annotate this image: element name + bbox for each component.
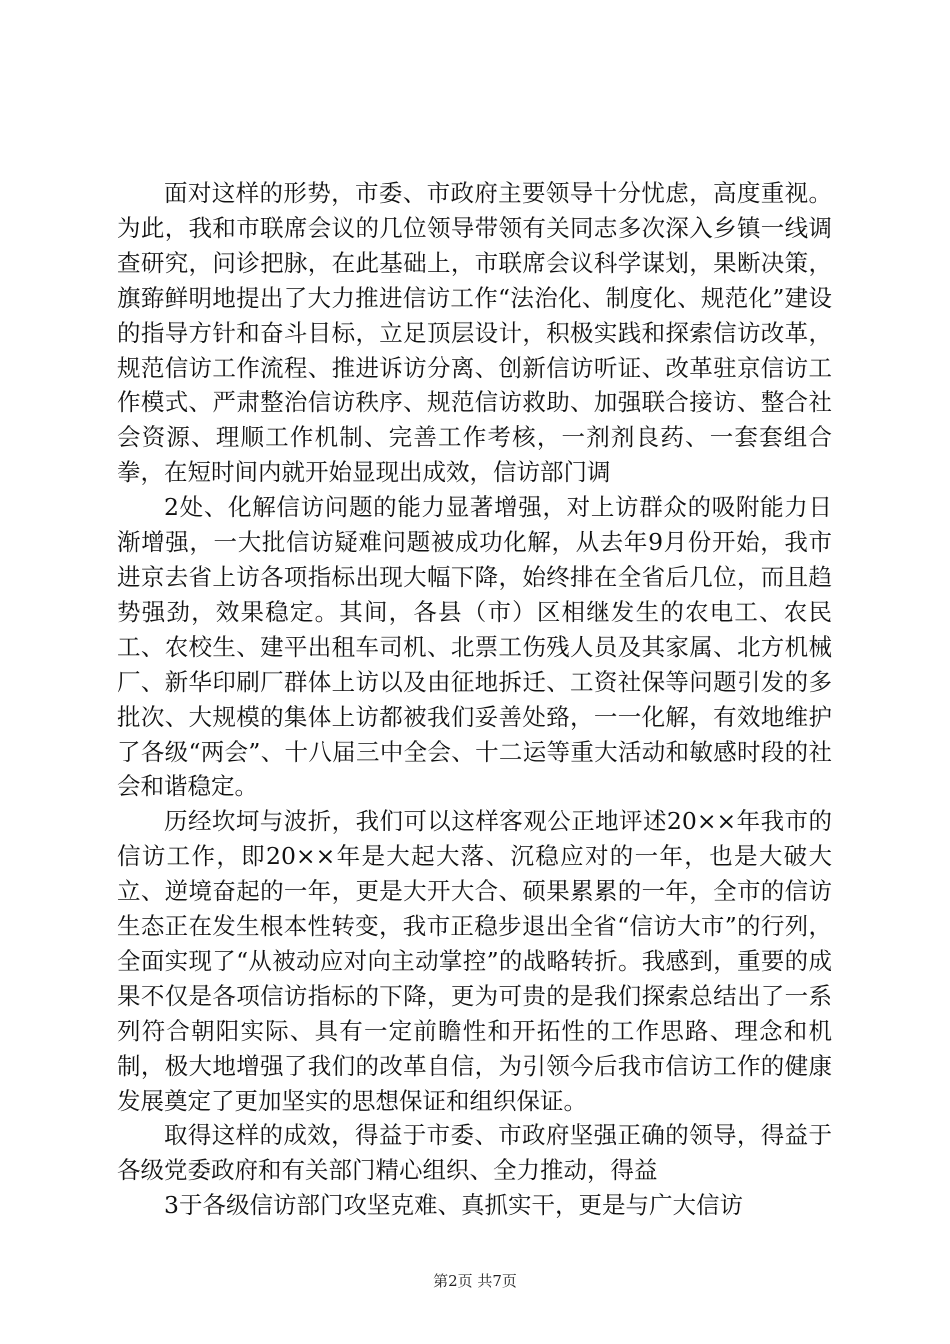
paragraph: 2处、化解信访问题的能力显著增强，对上访群众的吸附能力日渐增强，一大批信访疑难问题被成功化解，从去年9月份开始，我市进京去省上访各项指标出现大幅下降，始终排在全省后几位，而且趋势强劲，效果稳定。其间，各县（市）区相继发生的农电工、农民工、农校生、建平出租车司机、北票工伤残人员及其家属、北方机械厂、新华印刷厂群体上访以及由征地拆迁、工资社保等问题引发的多批次、大规模的集体上访都被我们妥善处臵，一一化解，有效地维护了各级“两会”、十八届三中全会、十二运等重大活动和敏感时段的社会和谐稳定。 <box>117 493 832 801</box>
document-body <box>117 176 832 1223</box>
paragraph: 面对这样的形势，市委、市政府主要领导十分忧虑，高度重视。为此，我和市联席会议的几位领导带领有关同志多次深入乡镇一线调查研究，问诊把脉，在此基础上，市联席会议科学谋划，果断决策，旗臶鲜明地提出了大力推进信访工作“法治化、制度化、规范化”建设的指导方针和奋斗目标，立足顶层设计，积极实践和探索信访改革，规范信访工作流程、推进诉访分离、创新信访听证、改革驻京信访工作模式、严肃整治信访秩序、规范信访救助、加强联合接访、整合社会资源、理顺工作机制、完善工作考核，一剂剂良药、一套套组合拳，在短时间内就开始显现出成效，信访部门调 <box>117 179 832 487</box>
paragraph: 取得这样的成效，得益于市委、市政府坚强正确的领导，得益于各级党委政府和有关部门精心组织、全力推动，得益 <box>117 1121 832 1185</box>
page-footer: 第2页 共7页 <box>433 1272 517 1290</box>
paragraph: 历经坎坷与波折，我们可以这样客观公正地评述20××年我市的信访工作，即20××年是大起大落、沉稳应对的一年，也是大破大立、逆境奋起的一年，更是大开大合、硕果累累的一年，全市的信访生态正在发生根本性转变，我市正稳步退出全省“信访大市”的行列，全面实现了“从被动应对向主动掌控”的战略转折。我感到，重要的成果不仅是各项信访指标的下降，更为可贵的是我们探索总结出了一系列符合朝阳实际、具有一定前瞻性和开拓性的工作思路、理念和机制，极大地增强了我们的改革自信，为引领今后我市信访工作的健康发展奠定了更加坚实的思想保证和组织保证。 <box>117 807 832 1115</box>
paragraph: 3于各级信访部门攻坚克难、真抓实干，更是与广大信访 <box>164 1191 743 1220</box>
